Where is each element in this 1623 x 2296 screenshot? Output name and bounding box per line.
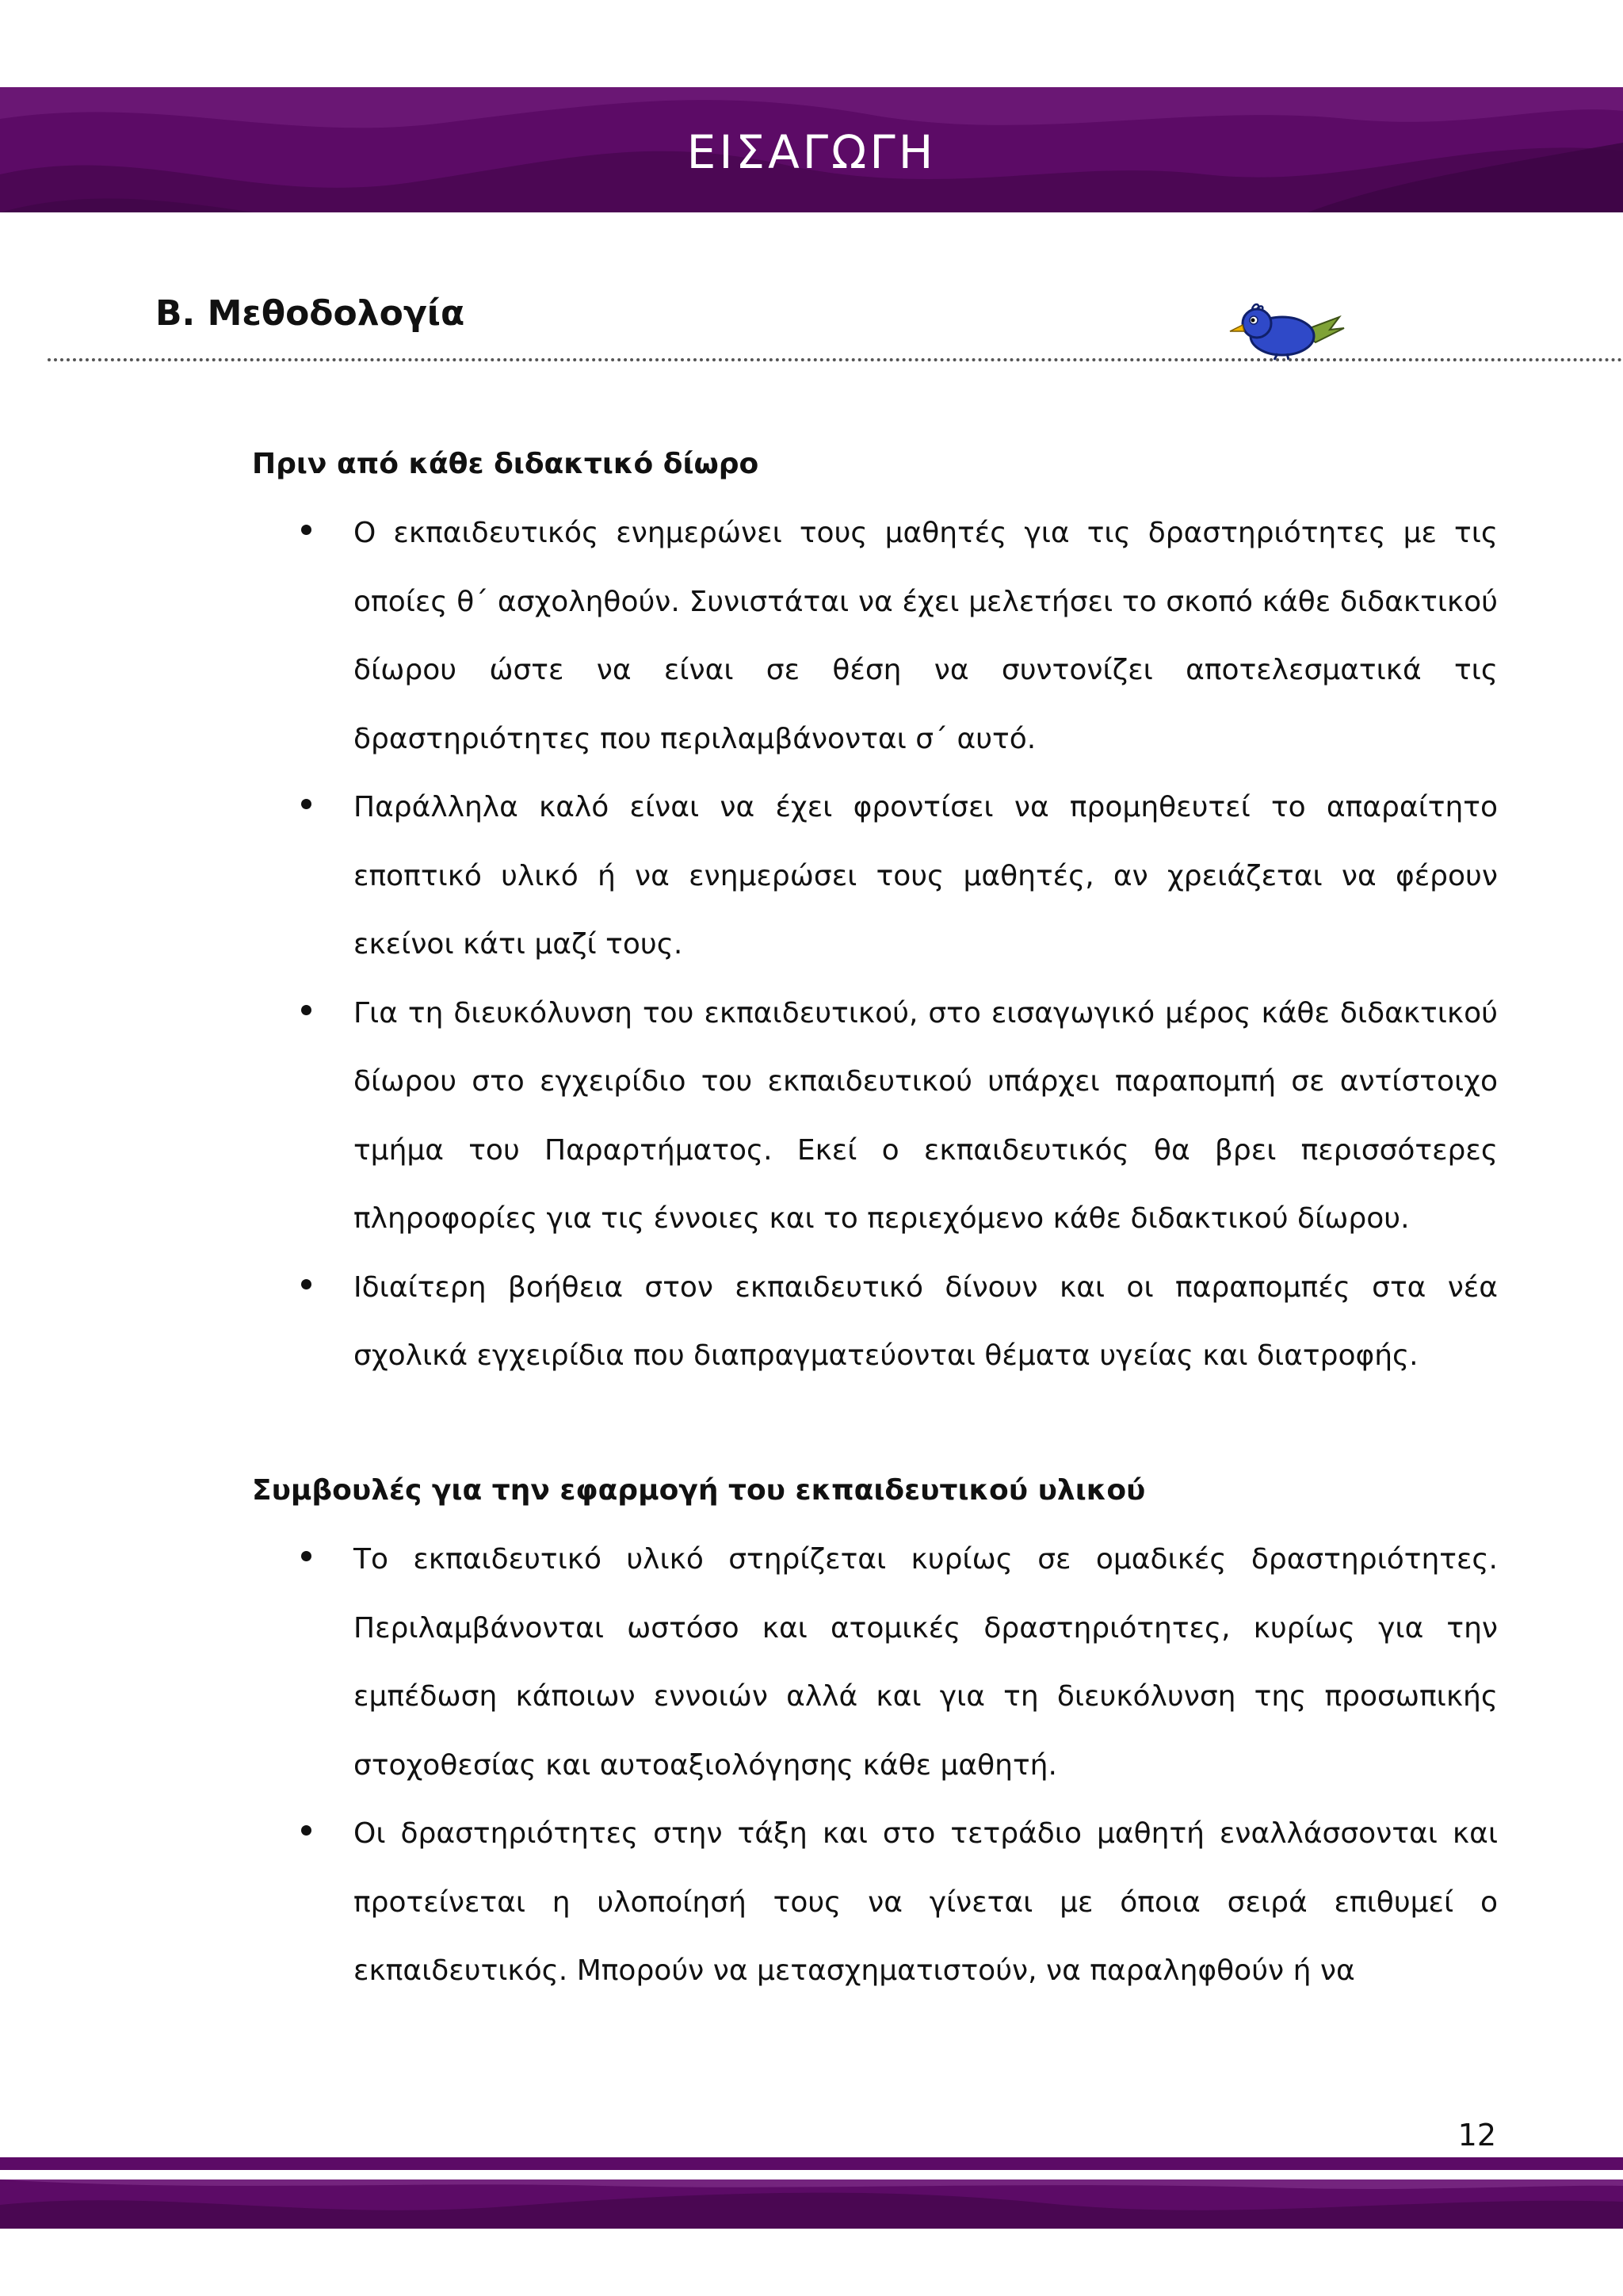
list-item: Ιδιαίτερη βοήθεια στον εκπαιδευτικό δίνουν και οι παραπομπές στα νέα σχολικά εγχειρίδια που διαπραγματεύονται θέματα υγείας και διατροφής. xyxy=(301,1254,1498,1391)
header-title: ΕΙΣΑΓΩΓΗ xyxy=(686,125,937,179)
bullet-icon xyxy=(301,1279,311,1289)
section-title: Β. Μεθοδολογία xyxy=(155,293,465,334)
blue-bird-icon xyxy=(1228,301,1347,361)
block2-bullet-list xyxy=(301,1526,1498,2006)
bullet-icon xyxy=(301,1005,311,1015)
list-item: Το εκπαιδευτικό υλικό στηρίζεται κυρίως σε ομαδικές δραστηριότητες. Περιλαμβάνονται ωστόσο και ατομικές δραστηριότητες, κυρίως για την εμπέδωση κάποιων εννοιών αλλά και για τη διευκόλυνση της προσωπικής στοχοθεσίας και αυτοαξιολόγησης κάθε μαθητή. xyxy=(301,1526,1498,1800)
list-item: Ο εκπαιδευτικός ενημερώνει τους μαθητές για τις δραστηριότητες με τις οποίες θ΄ ασχοληθούν. Συνιστάται να έχει μελετήσει το σκοπό κάθε διδακτικού δίωρου ώστε να είναι σε θέση να συντονίζει αποτελεσματικά τις δραστηριότητες που περιλαμβάνονται σ΄ αυτό. xyxy=(301,499,1498,774)
header-band xyxy=(0,87,1623,212)
bullet-icon xyxy=(301,799,311,809)
block1-heading: Πριν από κάθε διδακτικό δίωρο xyxy=(252,448,759,480)
block1-bullet-list xyxy=(301,499,1498,1391)
list-item: Οι δραστηριότητες στην τάξη και στο τετράδιο μαθητή εναλλάσσονται και προτείνεται η υλοποίησή τους να γίνεται με όποια σειρά επιθυμεί ο εκπαιδευτικός. Μπορούν να μετασχηματιστούν, να παραληφθούν ή να xyxy=(301,1800,1498,2006)
bullet-icon xyxy=(301,1551,311,1561)
list-item: Για τη διευκόλυνση του εκπαιδευτικού, στο εισαγωγικό μέρος κάθε διδακτικού δίωρου στο εγχειρίδιο του εκπαιδευτικού υπάρχει παραπομπή σε αντίστοιχο τμήμα του Παραρτήματος. Εκεί ο εκπαιδευτικός θα βρει περισσότερες πληροφορίες για τις έννοιες και το περιεχόμενο κάθε διδακτικού δίωρου. xyxy=(301,980,1498,1254)
footer-wave-decoration xyxy=(0,2157,1623,2229)
section-heading-row xyxy=(48,282,1623,360)
footer-band xyxy=(0,2157,1623,2229)
section-divider xyxy=(48,358,1623,361)
page-number: 12 xyxy=(1457,2118,1496,2153)
bullet-icon xyxy=(301,1825,311,1836)
bullet-icon xyxy=(301,525,311,535)
block2-heading: Συμβουλές για την εφαρμογή του εκπαιδευτικού υλικού xyxy=(252,1474,1146,1507)
list-item: Παράλληλα καλό είναι να έχει φροντίσει να προμηθευτεί το απαραίτητο εποπτικό υλικό ή να ενημερώσει τους μαθητές, αν χρειάζεται να φέρουν εκείνοι κάτι μαζί τους. xyxy=(301,774,1498,980)
